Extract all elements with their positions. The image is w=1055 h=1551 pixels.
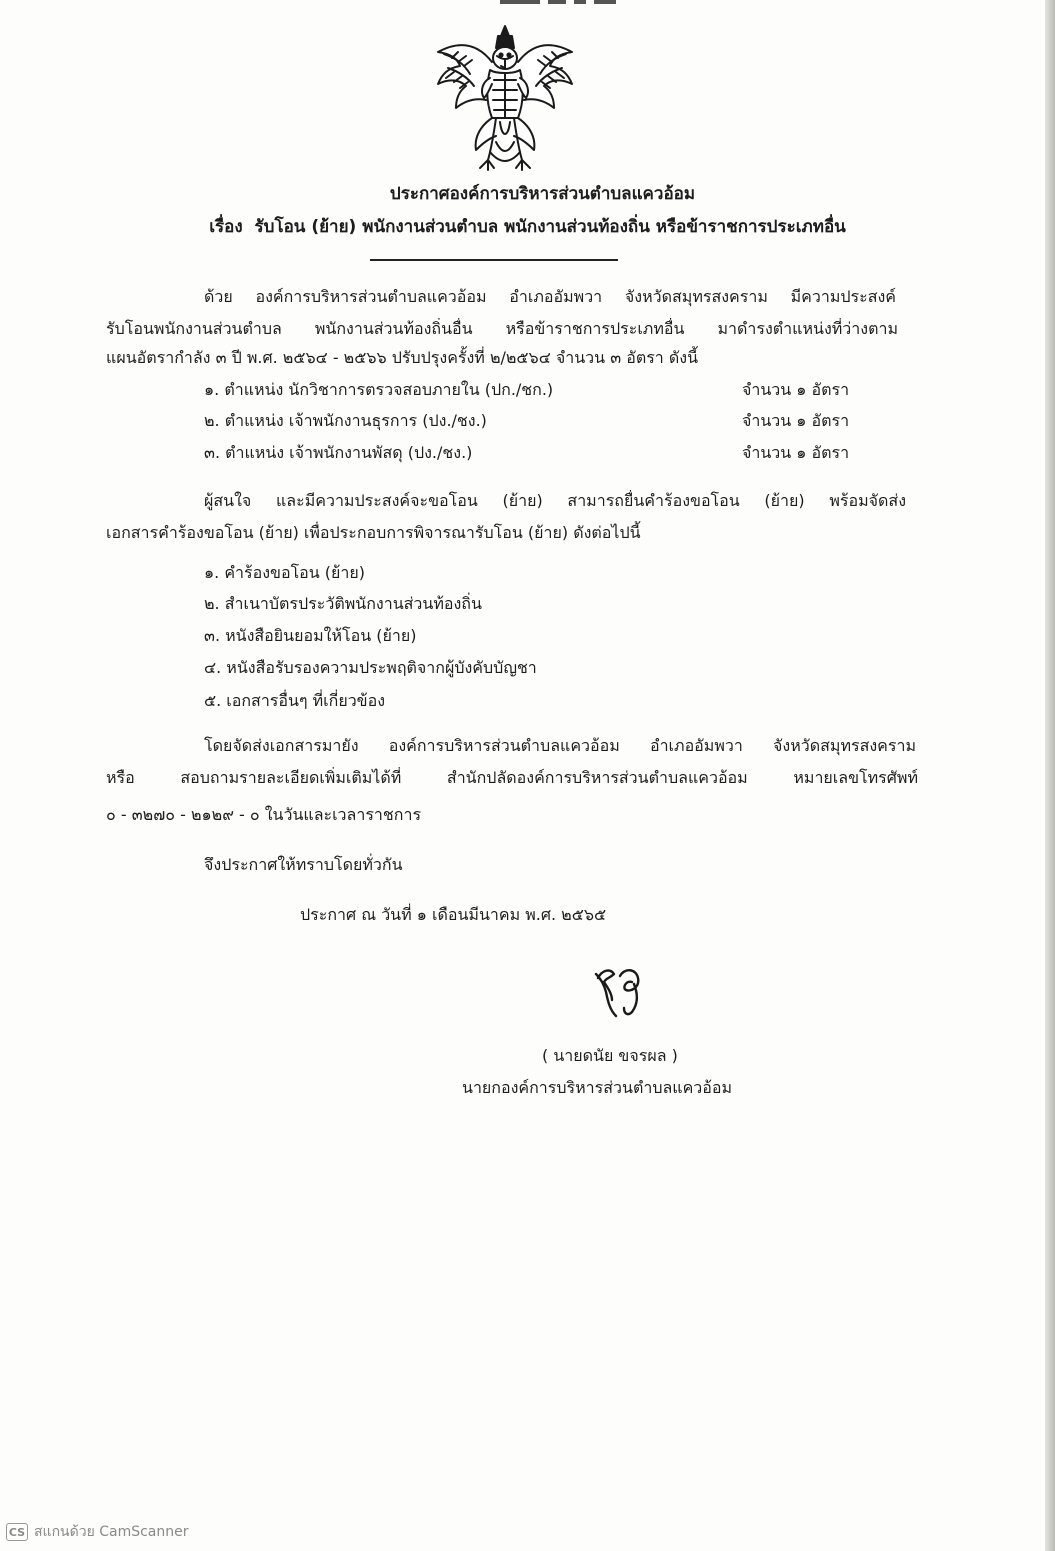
signatory-position: นายกองค์การบริหารส่วนตำบลแควอ้อม	[462, 1078, 733, 1097]
header-divider	[370, 259, 618, 261]
announcement-subject	[0, 213, 1055, 240]
document-item-5: ๕. เอกสารอื่นๆ ที่เกี่ยวข้อง	[204, 691, 386, 710]
announcement-title: ประกาศองค์การบริหารส่วนตำบลแควอ้อม	[389, 184, 696, 204]
garuda-emblem-icon	[430, 22, 580, 174]
position-item-1: ๑. ตำแหน่ง นักวิชาการตรวจสอบภายใน (ปก./ชก.)	[204, 380, 554, 399]
scanner-watermark-text: สแกนด้วย CamScanner	[34, 1524, 189, 1540]
subject-label: เรื่อง	[209, 217, 243, 237]
intro-line-2: รับโอนพนักงานส่วนตำบล พนักงานส่วนท้องถิ่นอื่น หรือข้าราชการประเภทอื่น มาดำรงตำแหน่งที่ว่างตาม	[106, 319, 898, 338]
contact-line-1: โดยจัดส่งเอกสารมายัง องค์การบริหารส่วนตำบลแควอ้อม อำเภออัมพวา จังหวัดสมุทรสงคราม	[204, 736, 916, 755]
announcement-date: ประกาศ ณ วันที่ ๑ เดือนมีนาคม พ.ศ. ๒๕๖๕	[300, 905, 607, 924]
subject-text: รับโอน (ย้าย) พนักงานส่วนตำบล พนักงานส่วนท้องถิ่น หรือข้าราชการประเภทอื่น	[254, 217, 846, 237]
document-item-1: ๑. คำร้องขอโอน (ย้าย)	[204, 563, 366, 582]
contact-line-2: หรือ สอบถามรายละเอียดเพิ่มเติมได้ที่ สำนักปลัดองค์การบริหารส่วนตำบลแควอ้อม หมายเลขโทรศัพท์	[106, 768, 918, 787]
document-item-2: ๒. สำเนาบัตรประวัติพนักงานส่วนท้องถิ่น	[204, 594, 482, 613]
page-edge-shadow	[1045, 0, 1055, 1551]
intro-line-3: แผนอัตรากำลัง ๓ ปี พ.ศ. ๒๕๖๔ - ๒๕๖๖ ปรับปรุงครั้งที่ ๒/๒๕๖๔ จำนวน ๓ อัตรา ดังนี้	[106, 348, 699, 367]
position-count-3: จำนวน ๑ อัตรา	[742, 443, 850, 462]
position-count-1: จำนวน ๑ อัตรา	[742, 380, 850, 399]
closing-text: จึงประกาศให้ทราบโดยทั่วกัน	[204, 855, 403, 874]
contact-line-3: ๐ - ๓๒๗๐ - ๒๑๒๙ - ๐ ในวันและเวลาราชการ	[106, 805, 422, 824]
scanner-watermark	[6, 1522, 189, 1542]
top-edge-scrap	[500, 0, 660, 8]
signature	[590, 960, 652, 1022]
intro-line-1: ด้วย องค์การบริหารส่วนตำบลแควอ้อม อำเภออัมพวา จังหวัดสมุทรสงคราม มีความประสงค์	[204, 287, 896, 306]
applicants-line-1: ผู้สนใจ และมีความประสงค์จะขอโอน (ย้าย) สามารถยื่นคำร้องขอโอน (ย้าย) พร้อมจัดส่ง	[204, 491, 906, 510]
camscanner-logo-icon: CS	[6, 1523, 28, 1541]
applicants-line-2: เอกสารคำร้องขอโอน (ย้าย) เพื่อประกอบการพิจารณารับโอน (ย้าย) ดังต่อไปนี้	[106, 523, 641, 542]
document-item-3: ๓. หนังสือยินยอมให้โอน (ย้าย)	[204, 626, 417, 645]
position-count-2: จำนวน ๑ อัตรา	[742, 411, 850, 430]
position-item-2: ๒. ตำแหน่ง เจ้าพนักงานธุรการ (ปง./ชง.)	[204, 411, 487, 430]
signatory-name: ( นายดนัย ขจรผล )	[542, 1046, 678, 1065]
document-item-4: ๔. หนังสือรับรองความประพฤติจากผู้บังคับบัญชา	[204, 658, 537, 677]
position-item-3: ๓. ตำแหน่ง เจ้าพนักงานพัสดุ (ปง./ชง.)	[204, 443, 473, 462]
